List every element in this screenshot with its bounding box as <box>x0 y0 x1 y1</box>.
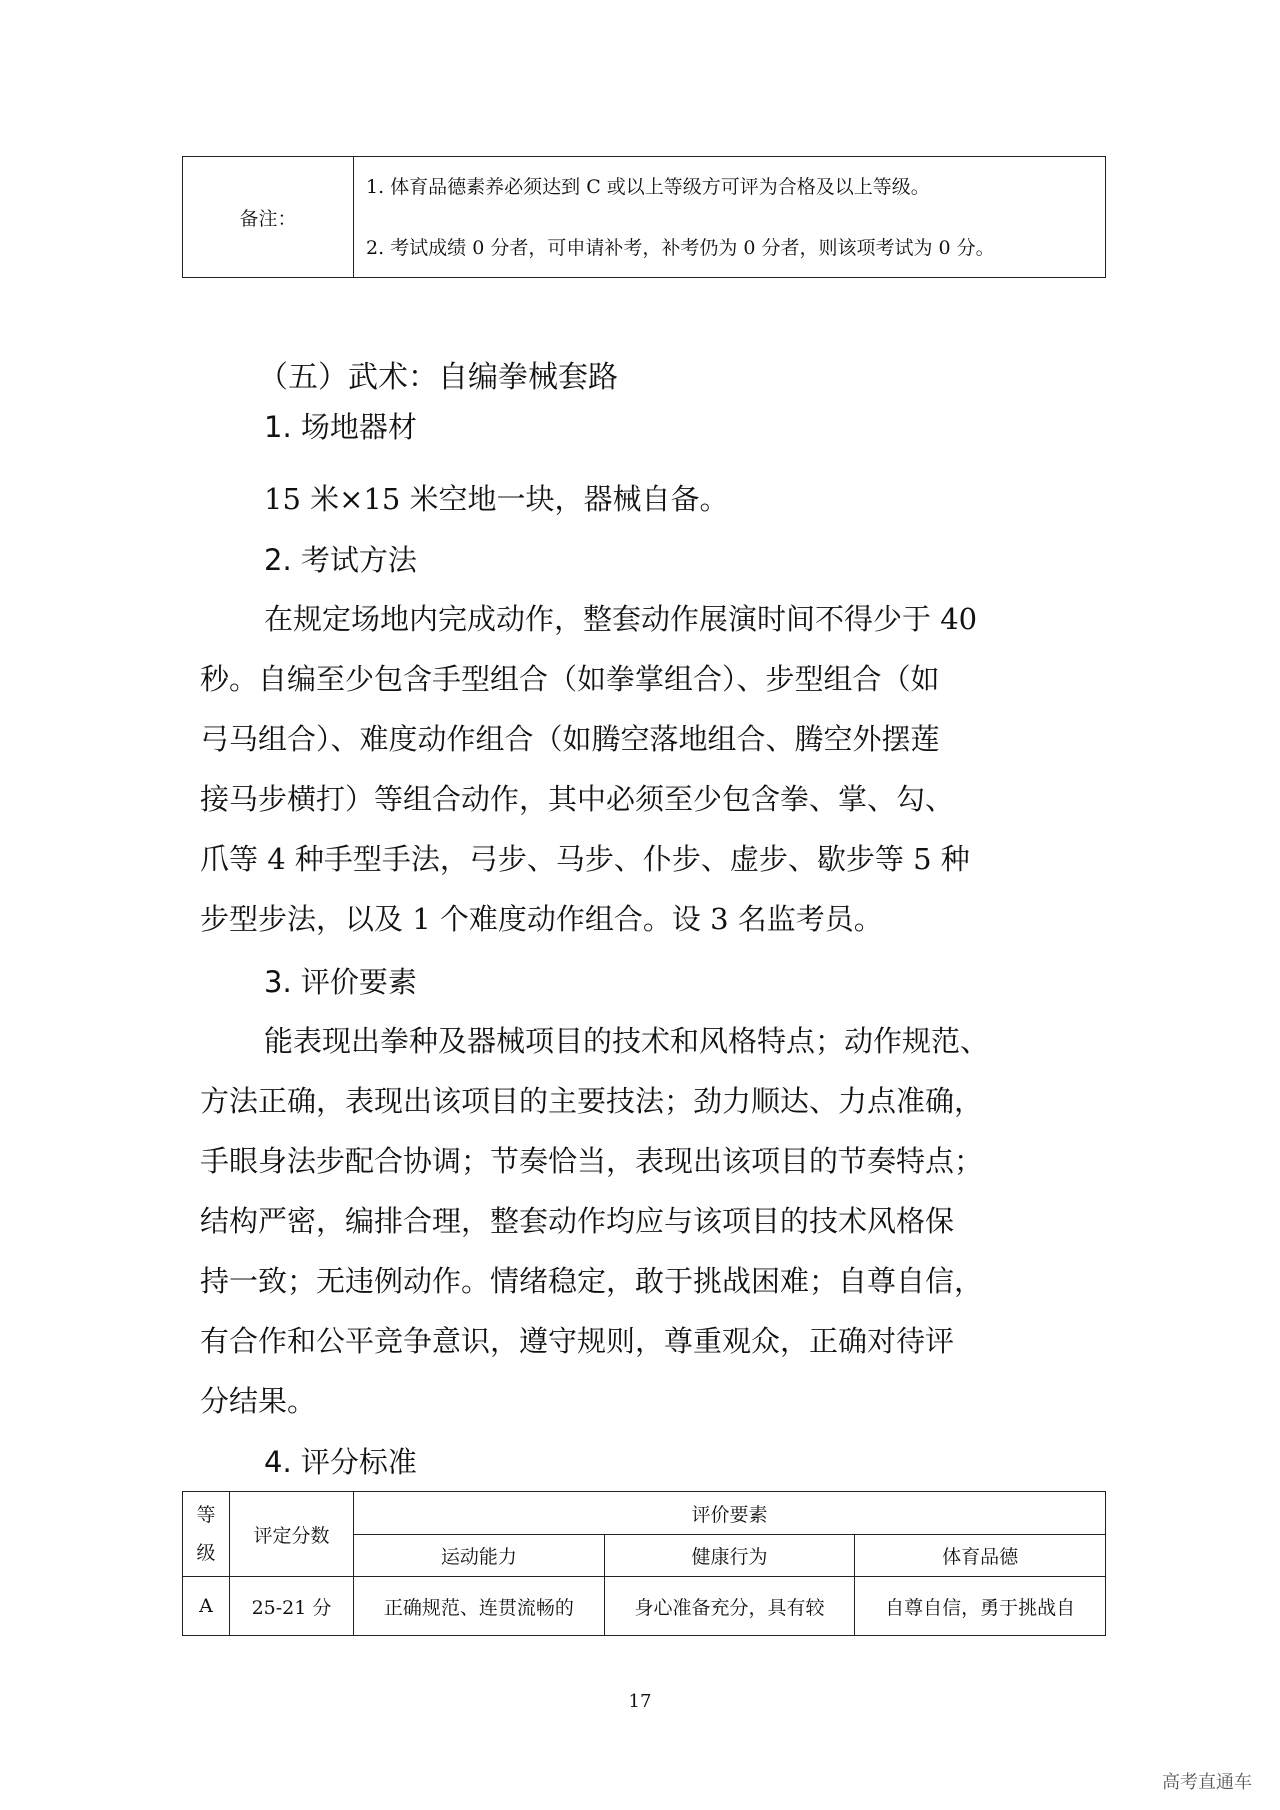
paragraph-line: 有合作和公平竞争意识，遵守规则，尊重观众，正确对待评 <box>200 1324 955 1358</box>
sub-header-health: 健康行为 <box>604 1535 855 1577</box>
paragraph-line: 15 米×15 米空地一块，器械自备。 <box>264 482 729 516</box>
subsection-1-text <box>200 469 1100 529</box>
note-line-1: 1. 体育品德素养必须达到 C 或以上等级方可评为合格及以上等级。 <box>366 176 930 198</box>
ability-cell: 正确规范、连贯流畅的 <box>354 1577 605 1636</box>
grade-header: 等 级 <box>183 1492 230 1577</box>
sub-header-ethics: 体育品德 <box>855 1535 1106 1577</box>
paragraph-line: 接马步横打）等组合动作，其中必须至少包含拳、掌、勾、 <box>200 782 955 816</box>
notes-content <box>354 157 1105 277</box>
paragraph-line: 手眼身法步配合协调；节奏恰当，表现出该项目的节奏特点； <box>200 1144 984 1178</box>
health-cell: 身心准备充分，具有较 <box>604 1577 855 1636</box>
paragraph-line: 秒。自编至少包含手型组合（如拳掌组合）、步型组合（如 <box>200 662 940 696</box>
paragraph-line: 能表现出拳种及器械项目的技术和风格特点；动作规范、 <box>264 1024 990 1058</box>
notes-label: 备注： <box>183 157 354 277</box>
score-header: 评定分数 <box>230 1492 354 1577</box>
subsection-4-title: 4. 评分标准 <box>264 1445 417 1479</box>
page-number: 17 <box>628 1691 652 1712</box>
note-line-2: 2. 考试成绩 0 分者，可申请补考，补考仍为 0 分者，则该项考试为 0 分。 <box>366 237 995 259</box>
score-cell: 25-21 分 <box>230 1577 354 1636</box>
scoring-table <box>182 1491 1106 1636</box>
paragraph-line: 弓马组合）、难度动作组合（如腾空落地组合、腾空外摆莲 <box>200 722 940 756</box>
subsection-3-text <box>200 1011 1100 1431</box>
section-title: （五）武术：自编拳械套路 <box>258 360 618 395</box>
subsection-2-text <box>200 589 1100 949</box>
paragraph-line: 爪等 4 种手型手法，弓步、马步、仆步、虚步、歇步等 5 种 <box>200 842 970 876</box>
subsection-1-title: 1. 场地器材 <box>264 410 417 444</box>
table-row <box>183 1577 1106 1636</box>
ethics-cell: 自尊自信，勇于挑战自 <box>855 1577 1106 1636</box>
grade-cell: A <box>183 1577 230 1636</box>
paragraph-line: 在规定场地内完成动作，整套动作展演时间不得少于 40 <box>264 602 978 636</box>
paragraph-line: 步型步法，以及 1 个难度动作组合。设 3 名监考员。 <box>200 902 883 936</box>
subsection-2-title: 2. 考试方法 <box>264 543 417 577</box>
paragraph-line: 分结果。 <box>200 1384 317 1418</box>
notes-table <box>182 156 1106 278</box>
elements-header: 评价要素 <box>354 1492 1106 1535</box>
watermark: 高考直通车 <box>1162 1772 1252 1793</box>
paragraph-line: 结构严密，编排合理，整套动作均应与该项目的技术风格保 <box>200 1204 955 1238</box>
paragraph-line: 持一致；无违例动作。情绪稳定，敢于挑战困难；自尊自信， <box>200 1264 984 1298</box>
paragraph-line: 方法正确，表现出该项目的主要技法；劲力顺达、力点准确， <box>200 1084 984 1118</box>
sub-header-ability: 运动能力 <box>354 1535 605 1577</box>
subsection-3-title: 3. 评价要素 <box>264 965 417 999</box>
